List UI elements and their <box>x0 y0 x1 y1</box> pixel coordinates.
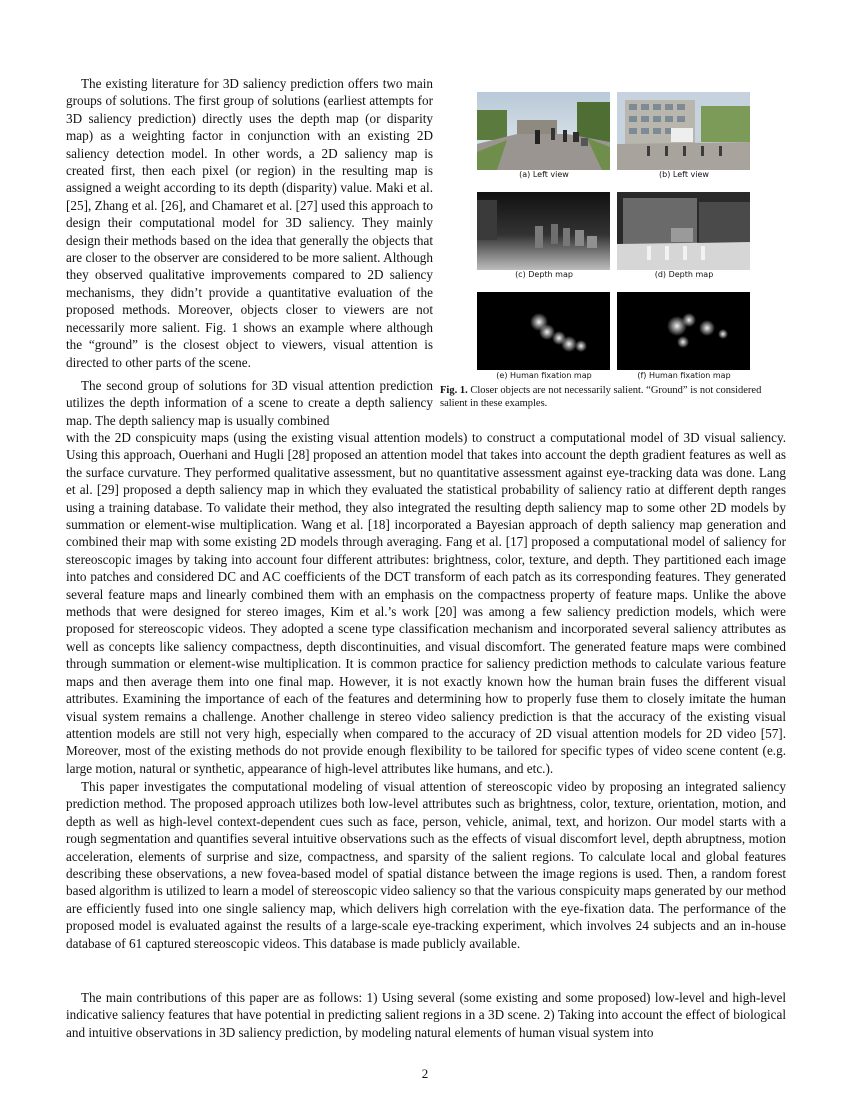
label-b: (b) Left view <box>659 170 709 179</box>
label-f: (f) Human fixation map <box>637 371 731 380</box>
caption-text: Closer objects are not necessarily salient. “Ground” is not considered salient in these examples. <box>440 385 762 409</box>
left-view-image-a <box>477 92 610 170</box>
page-number: 2 <box>421 1066 429 1081</box>
paragraph-3: This paper investigates the computational modeling of visual attention of stereoscopic video by proposing an integrated saliency prediction method. The proposed approach utilizes both low-level attributes such as brightness, color, texture, orientation, motion, and depth as well as high-level context-dependent cues such as face, person, vehicle, animal, text, and horizon. Our model starts with a rough segmentation and quantifies several intuitive observations such as the effects of visual discomfort level, depth abruptness, motion acceleration, elements of surprise and size, compactness, and sparsity of the salient regions. To calculate local and global features describing these observations, a new fovea-based model of spatial distance between the image regions is used. Then, a random forest based algorithm is utilized to learn a model of stereoscopic video saliency so that the various conspicuity maps generated by our method are efficiently fused into one single saliency map, which delivers high correlation with the eye-fixation data. The performance of the proposed model is evaluated against the results of a large-scale eye-tracking experiment, which involves 24 subjects and an in-house database of 61 captured stereoscopic videos. This database is made publicly available. <box>66 779 786 951</box>
label-c: (c) Depth map <box>515 270 573 279</box>
depth-map-image-d <box>617 192 750 270</box>
left-view-image-b <box>617 92 750 170</box>
label-d: (d) Depth map <box>654 270 714 279</box>
depth-map-image-c <box>477 192 610 270</box>
label-e: (e) Human fixation map <box>496 371 592 380</box>
label-a: (a) Left view <box>519 170 569 179</box>
paragraph-1: The existing literature for 3D saliency prediction offers two main groups of solutions. The first group of solutions (earliest attempts for 3D saliency prediction) directly uses the depth map (or disparity map) as a weighting factor in conjunction with an existing 2D saliency detection model. In other words, a 2D saliency map is created first, then each pixel (or region) in the resulting map is assigned a weight according to its depth (disparity) value. Maki et al. [25], Zhang et al. [26], and Chamaret et al. [27] used this approach to design their computational model for 3D saliency. They mainly design their methods based on the idea that generally the objects that are closer to the observer are considered to be more salient. Although they observed qualitative improvements compared to 2D saliency mechanisms, they didn’t provide a quantitative evaluation of the proposed methods. Moreover, objects closer to viewers are not necessarily more salient. Fig. 1 shows an example where although the “ground” is the closest object to viewers, visual attention is directed to other parts of the scene. <box>66 76 433 370</box>
fixation-map-image-e <box>477 292 610 370</box>
figure-caption <box>440 385 790 410</box>
paragraph-4: The main contributions of this paper are as follows: 1) Using several (some existing and some proposed) low-level and high-level indicative saliency features that have potential in predicting salient regions in a 3D scene. 2) Taking into account the effect of biological and intuitive observations in 3D saliency prediction, by modeling natural elements of human visual system into <box>66 990 786 1040</box>
paragraph-2-start: The second group of solutions for 3D visual attention prediction utilizes the depth information of a scene to create a depth saliency map. The depth saliency map is usually combined <box>66 378 433 428</box>
fixation-map-image-f <box>617 292 750 370</box>
paragraph-2-continued: with the 2D conspicuity maps (using the existing visual attention models) to construct a computational model of 3D visual saliency. Using this approach, Ouerhani and Hugli [28] proposed an attention model that takes into account the depth gradient features as well as the surface curvature. They performed qualitative assessment, but no quantitative assessment against eye-tracking data was done. Lang et al. [29] proposed a depth saliency map in which they evaluated the statistical probability of saliency ratio at different depth ranges using a training database. To validate their method, they also integrated the resulting depth saliency map to some other 2D models by summation or element-wise multiplication. Wang et al. [18] incorporated a Bayesian approach of depth saliency map generation and combined their map with some existing 2D models through averaging. Fang et al. [17] proposed a computational model of saliency for stereoscopic images by taking into account four different attributes: brightness, color, texture, and depth. They partitioned each image into patches and considered DC and AC coefficients of the DCT transform of each patch as its corresponding features. They generated several feature maps and linearly combined them with an emphasis on the compactness property of feature maps. Unlike the above methods that were designed for stereo images, Kim et al.’s work [20] was among a few saliency prediction models, which were proposed for stereoscopic videos. They adopted a scene type classification mechanism and incorporated several saliency attributes as well as concepts like saliency compactness, depth discontinuities, and visual discomfort. The generated feature maps were combined through summation or element-wise multiplication. It is common practice for saliency prediction methods to calculate various feature maps and then average them into one final map. However, it is not exactly known how the human brain fuses the different visual attributes. Examining the importance of each of the features and determining how to properly fuse them to closely imitate the human visual system remains a challenge. Another challenge in stereo video saliency prediction is that the accuracy of the existing visual attention models are still not very high, especially when compared to the accuracy of 2D visual attention models for 2D video [57]. Moreover, most of the existing methods do not provide enough flexibility to be tailored for specific types of video scene content (e.g. large motion, natural or synthetic, appearance of high-level attributes like humans, and etc.). <box>66 430 786 776</box>
caption-label: Fig. 1. <box>440 385 468 396</box>
